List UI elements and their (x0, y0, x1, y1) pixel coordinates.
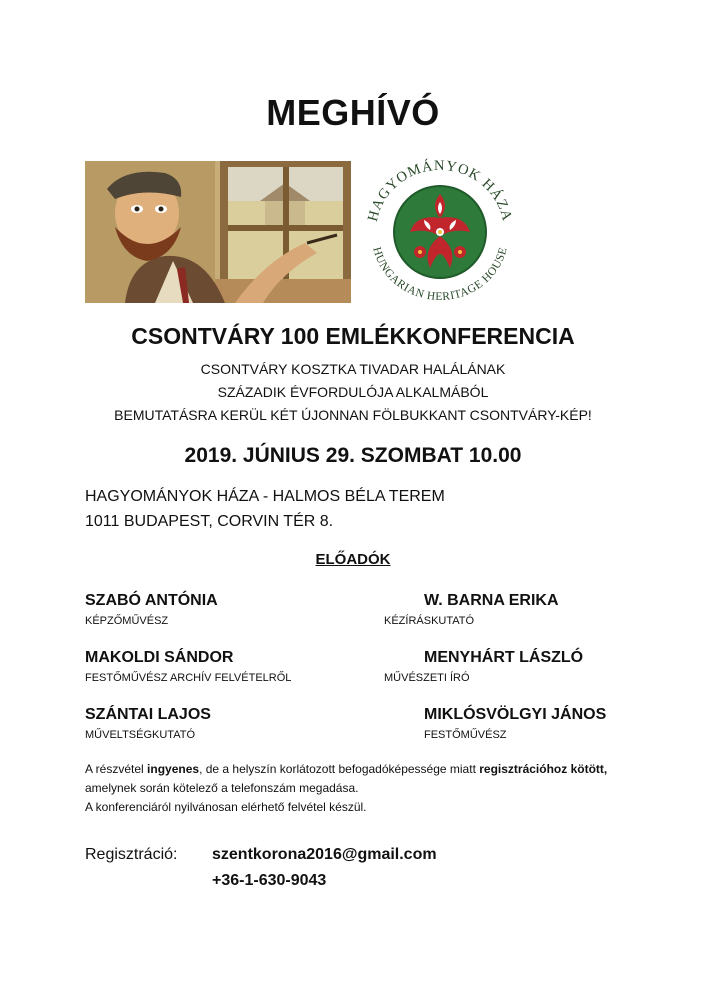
speaker-name: SZÁNTAI LAJOS (85, 706, 211, 723)
speaker-name: MAKOLDI SÁNDOR (85, 649, 234, 666)
registration-label: Regisztráció: (85, 846, 178, 863)
notice-free-emphasis: ingyenes (147, 762, 200, 776)
speaker-name: W. BARNA ERIKA (424, 592, 559, 609)
notice-text: A részvétel (85, 762, 148, 776)
speakers-heading: ELŐADÓK (315, 551, 391, 568)
speaker-role: MŰVÉSZETI ÍRÓ (384, 672, 470, 684)
speaker-name: MENYHÁRT LÁSZLÓ (424, 649, 584, 666)
notice-text: amelynek során kötelező a telefonszám megadása. (85, 781, 359, 795)
subline-2: SZÁZADIK ÉVFORDULÓJA ALKALMÁBÓL (217, 384, 489, 400)
registration-email-link[interactable]: szentkorona2016@gmail.com (212, 846, 437, 863)
attendance-notice (85, 760, 625, 798)
subline-3: BEMUTATÁSRA KERÜL KÉT ÚJONNAN FÖLBUKKANT CSONTVÁRY-KÉP! (114, 407, 592, 423)
notice-registration-emphasis: regisztrációhoz kötött, (479, 762, 608, 776)
hagyomanyok-haza-logo (354, 154, 526, 304)
speaker-role: KÉZÍRÁSKUTATÓ (384, 615, 475, 627)
subline-1: CSONTVÁRY KOSZTKA TIVADAR HALÁLÁNAK (200, 361, 506, 377)
speaker-role: MŰVELTSÉGKUTATÓ (85, 729, 196, 741)
event-date: 2019. JÚNIUS 29. SZOMBAT 10.00 (184, 444, 522, 467)
svg-text:HUNGARIAN HERITAGE HOUSE: HUNGARIAN HERITAGE HOUSE (370, 245, 510, 304)
venue-line-1: HAGYOMÁNYOK HÁZA - HALMOS BÉLA TEREM (85, 488, 445, 505)
speaker-name: SZABÓ ANTÓNIA (85, 592, 218, 609)
speaker-role: FESTŐMŰVÉSZ ARCHÍV FELVÉTELRŐL (85, 672, 292, 684)
recording-notice: A konferenciáról nyilvánosan elérhető felvétel készül. (85, 800, 367, 814)
conference-title: CSONTVÁRY 100 EMLÉKKONFERENCIA (131, 323, 575, 349)
registration-phone: +36-1-630-9043 (212, 872, 327, 889)
self-portrait-painting (85, 161, 351, 303)
venue-line-2: 1011 BUDAPEST, CORVIN TÉR 8. (85, 513, 334, 530)
page-title: MEGHÍVÓ (266, 92, 440, 133)
svg-text:HAGYOMÁNYOK HÁZA: HAGYOMÁNYOK HÁZA (364, 157, 516, 224)
notice-text: , de a helyszín korlátozott befogadóképessége miatt (199, 762, 480, 776)
speaker-role: FESTŐMŰVÉSZ (424, 729, 507, 741)
speaker-name: MIKLÓSVÖLGYI JÁNOS (424, 706, 607, 723)
speaker-role: KÉPZŐMŰVÉSZ (85, 615, 169, 627)
